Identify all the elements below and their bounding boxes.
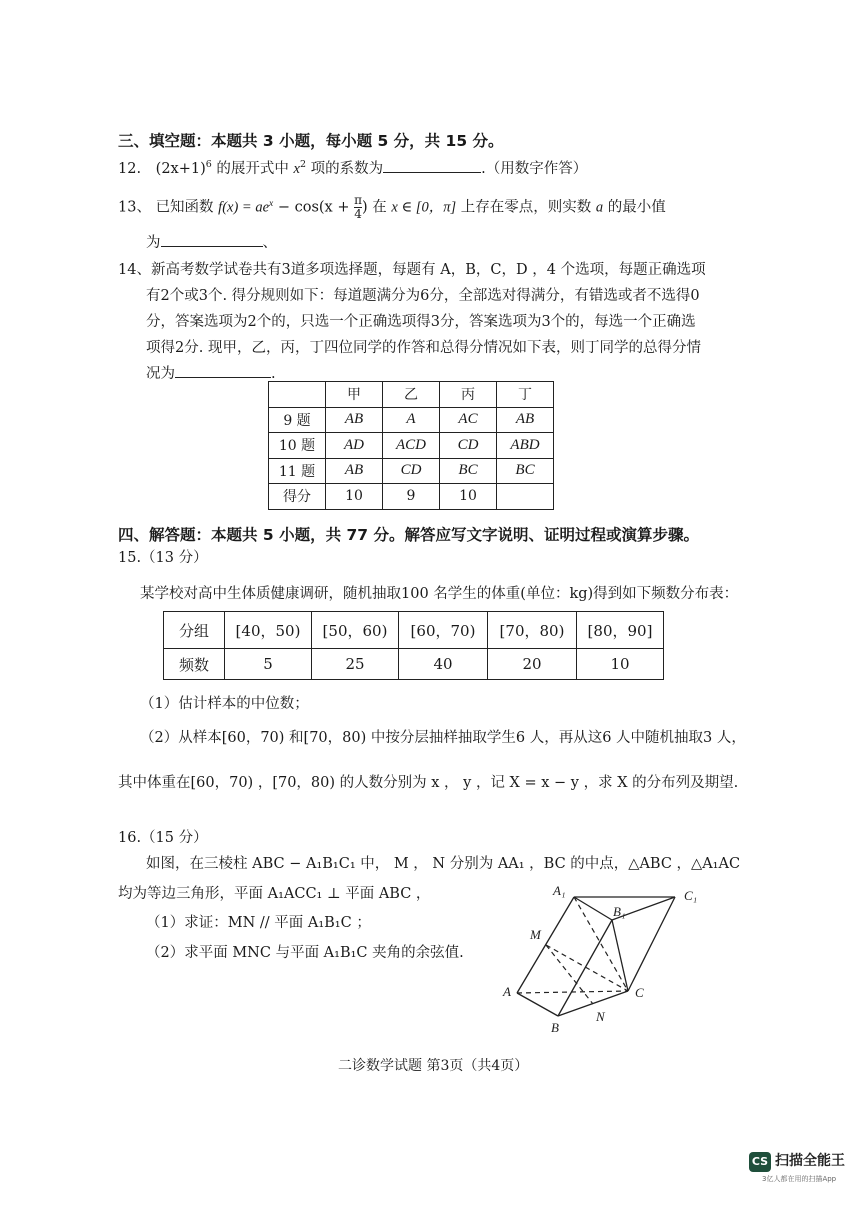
table-cell: 10	[577, 649, 664, 680]
q13-four: 4	[354, 207, 362, 221]
q12-text-a: 的展开式中	[211, 161, 294, 177]
table-cell: 5	[225, 649, 312, 680]
table-cell: 9 题	[269, 407, 326, 433]
table-cell: 11 题	[269, 458, 326, 484]
q13-a: a	[595, 199, 604, 216]
q14-line4: 项得2分. 现甲，乙，丙，丁四位同学的作答和总得分情况如下表，则丁同学的总得分情	[146, 340, 701, 356]
question-13	[118, 194, 666, 221]
table-cell: 10	[326, 484, 383, 510]
q13-text-c: 上存在零点，则实数	[456, 199, 596, 216]
q13-text-a: 已知函数	[155, 199, 219, 216]
table-cell: AB	[497, 407, 554, 433]
q15-part-2-line-1: （2）从样本[60，70) 和[70，80) 中按分层抽样抽取学生6 人，再从这6 人中随机抽取3 人，	[140, 730, 746, 746]
q16-part-1: （1）求证：MN // 平面 A₁B₁C ；	[146, 915, 371, 931]
label-c1: C₁	[684, 888, 698, 903]
q13-func-exponent: x	[269, 198, 274, 209]
q12-term-exponent: 2	[299, 159, 307, 171]
q14-answer-blank	[175, 363, 271, 378]
q13-line-2	[146, 231, 277, 252]
table-cell: 10 题	[269, 433, 326, 459]
table-cell	[269, 382, 326, 408]
table-cell: 10	[440, 484, 497, 510]
label-b: B	[551, 1020, 559, 1035]
edge-b1b	[558, 920, 612, 1016]
q16-part-2: （2）求平面 MNC 与平面 A₁B₁C 夹角的余弦值.	[146, 945, 464, 961]
edge-a1b1	[574, 897, 612, 920]
table-cell: 25	[312, 649, 399, 680]
table-row	[269, 382, 554, 408]
q14-line5-b: .	[271, 366, 276, 382]
q14-line3: 分，答案选项为2个的，只选一个正确选项得3分，答案选项为3个的，每选一个正确选	[146, 314, 696, 330]
table-header: 频数	[164, 649, 225, 680]
q15-number: 15.（13 分）	[118, 550, 208, 566]
edge-b1c	[612, 920, 628, 991]
table-cell: [50，60)	[312, 612, 399, 649]
table-cell: AB	[326, 458, 383, 484]
label-c: C	[635, 985, 644, 1000]
q13-line2-a: 为	[146, 235, 161, 251]
table-cell: 40	[399, 649, 488, 680]
label-n: N	[596, 1009, 605, 1024]
section-4-heading: 四、解答题：本题共 5 小题，共 77 分。解答应写文字说明、证明过程或演算步骤。	[118, 526, 699, 544]
q13-function: f(x) = ae	[218, 199, 270, 216]
question-12	[118, 157, 587, 178]
table-cell: AC	[440, 407, 497, 433]
edge-ab	[517, 993, 558, 1016]
table-cell: BC	[497, 458, 554, 484]
prism-figure	[500, 875, 720, 1035]
q12-term: x	[293, 161, 300, 177]
table-cell	[497, 484, 554, 510]
table-row	[269, 407, 554, 433]
table-header: 乙	[383, 382, 440, 408]
table-cell: [80，90]	[577, 612, 664, 649]
q14-table	[268, 381, 554, 510]
q12-answer-blank	[383, 158, 481, 173]
q13-number: 13、	[118, 199, 151, 216]
q14-line5-a: 况为	[146, 366, 175, 382]
table-row	[269, 458, 554, 484]
q12-text-c: .（用数字作答）	[481, 161, 588, 177]
q14-line2: 有2个或3个. 得分规则如下：每道题满分为6分，全部选对得满分，有错选或者不选得0	[146, 288, 700, 304]
q13-domain: x ∈ [0，π]	[391, 199, 457, 216]
watermark-subtitle: 3亿人都在用的扫描App	[762, 1175, 837, 1183]
q14-line-5	[146, 362, 276, 383]
q13-cos: − cos(x +	[273, 199, 355, 216]
edge-a1a	[517, 897, 574, 993]
q13-text-b: 在	[367, 199, 392, 216]
table-cell: ABD	[497, 433, 554, 459]
label-m: M	[530, 927, 541, 942]
q13-text-d: 的最小值	[603, 199, 666, 216]
q15-part-2-line-2: 其中体重在[60，70) ，[70，80) 的人数分别为 x ， y ，记 X = x − y ，求 X 的分布列及期望.	[118, 775, 739, 791]
q16-line-1: 如图，在三棱柱 ABC − A₁B₁C₁ 中， M ， N 分别为 AA₁ ，BC 的中点，△ABC ，△A₁AC	[146, 856, 741, 872]
table-header: 丁	[497, 382, 554, 408]
q15-table	[163, 611, 664, 680]
q13-answer-blank	[161, 232, 263, 247]
edge-mc-hidden	[546, 945, 628, 991]
question-14-line-1	[118, 258, 706, 279]
q15-part-1: （1）估计样本的中位数；	[140, 696, 309, 712]
table-cell: BC	[440, 458, 497, 484]
table-cell: [60，70)	[399, 612, 488, 649]
q13-close: )	[362, 199, 368, 216]
table-row	[164, 649, 664, 680]
q12-exponent: 6	[205, 159, 212, 171]
label-a1: A₁	[553, 883, 566, 898]
camscanner-logo-icon: CS	[749, 1152, 771, 1172]
table-cell: [40，50)	[225, 612, 312, 649]
q14-number: 14、	[118, 262, 151, 278]
table-row	[164, 612, 664, 649]
q16-line-2: 均为等边三角形，平面 A₁ACC₁ ⊥ 平面 ABC ，	[118, 886, 431, 902]
table-cell: ACD	[383, 433, 440, 459]
table-cell: 得分	[269, 484, 326, 510]
label-b1: B₁	[613, 904, 626, 919]
table-cell: 9	[383, 484, 440, 510]
table-header: 丙	[440, 382, 497, 408]
q15-intro: 某学校对高中生体质健康调研，随机抽取100 名学生的体重(单位：kg)得到如下频数分布表：	[140, 586, 739, 602]
section-3-heading: 三、填空题：本题共 3 小题，每小题 5 分，共 15 分。	[118, 132, 504, 150]
watermark-name: 扫描全能王	[775, 1153, 845, 1169]
table-cell: A	[383, 407, 440, 433]
table-cell: AD	[326, 433, 383, 459]
table-cell: CD	[383, 458, 440, 484]
q12-number: 12.	[118, 161, 142, 177]
table-header: 甲	[326, 382, 383, 408]
q14-line1: 新高考数学试卷共有3道多项选择题，每题有 A，B，C，D ，4 个选项，每题正确选项	[150, 262, 706, 278]
q13-line2-b: 、	[262, 235, 277, 251]
page-footer: 二诊数学试题 第3页（共4页）	[338, 1058, 529, 1074]
label-a: A	[503, 984, 511, 999]
q12-text-b: 项的系数为	[306, 161, 384, 177]
q13-fraction	[354, 194, 362, 221]
q12-expression: (2x+1)	[155, 161, 206, 177]
table-cell: 20	[488, 649, 577, 680]
q16-number: 16.（15 分）	[118, 830, 208, 846]
table-cell: AB	[326, 407, 383, 433]
table-row	[269, 433, 554, 459]
table-row	[269, 484, 554, 510]
table-header: 分组	[164, 612, 225, 649]
table-cell: CD	[440, 433, 497, 459]
q13-pi: π	[354, 193, 362, 207]
table-cell: [70，80)	[488, 612, 577, 649]
